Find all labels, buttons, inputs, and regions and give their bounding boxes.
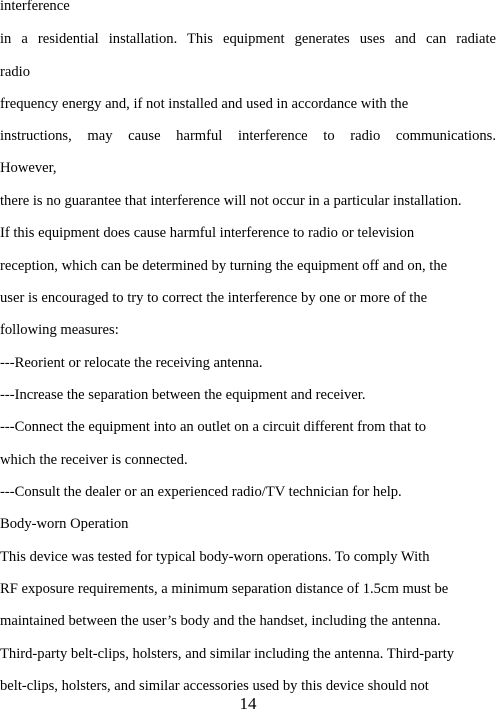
text-line-15: which the receiver is connected. bbox=[0, 452, 188, 468]
text-line-1: interference bbox=[0, 0, 70, 14]
text-line-22: belt-clips, holsters, and similar accessories used by this device should not bbox=[0, 678, 429, 694]
text-line-11: following measures: bbox=[0, 322, 119, 338]
text-line-16: ---Consult the dealer or an experienced radio/TV technician for help. bbox=[0, 484, 402, 500]
text-line-4: frequency energy and, if not installed and used in accordance with the bbox=[0, 96, 409, 112]
text-line-5: instructions, may cause harmful interference to radio communications. bbox=[0, 128, 496, 144]
text-line-9: reception, which can be determined by turning the equipment off and on, the bbox=[0, 258, 448, 274]
text-line-21: Third-party belt-clips, holsters, and similar including the antenna. Third-party bbox=[0, 646, 455, 662]
text-line-20: maintained between the user’s body and the handset, including the antenna. bbox=[0, 613, 441, 629]
text-line-7: there is no guarantee that interference will not occur in a particular installation. bbox=[0, 193, 462, 209]
text-line-18: This device was tested for typical body-worn operations. To comply With bbox=[0, 549, 430, 565]
text-line-2: in a residential installation. This equipment generates uses and can radiate bbox=[0, 31, 496, 47]
text-line-19: RF exposure requirements, a minimum separation distance of 1.5cm must be bbox=[0, 581, 449, 597]
text-line-13: ---Increase the separation between the equipment and receiver. bbox=[0, 387, 366, 403]
text-line-12: ---Reorient or relocate the receiving antenna. bbox=[0, 355, 263, 371]
text-line-10: user is encouraged to try to correct the interference by one or more of the bbox=[0, 290, 428, 306]
text-line-3: radio bbox=[0, 64, 30, 80]
text-line-6: However, bbox=[0, 160, 57, 176]
text-line-8: If this equipment does cause harmful interference to radio or television bbox=[0, 225, 415, 241]
page-number: 14 bbox=[239, 694, 257, 713]
text-line-14: ---Connect the equipment into an outlet on a circuit different from that to bbox=[0, 419, 427, 435]
section-heading: Body-worn Operation bbox=[0, 516, 129, 532]
